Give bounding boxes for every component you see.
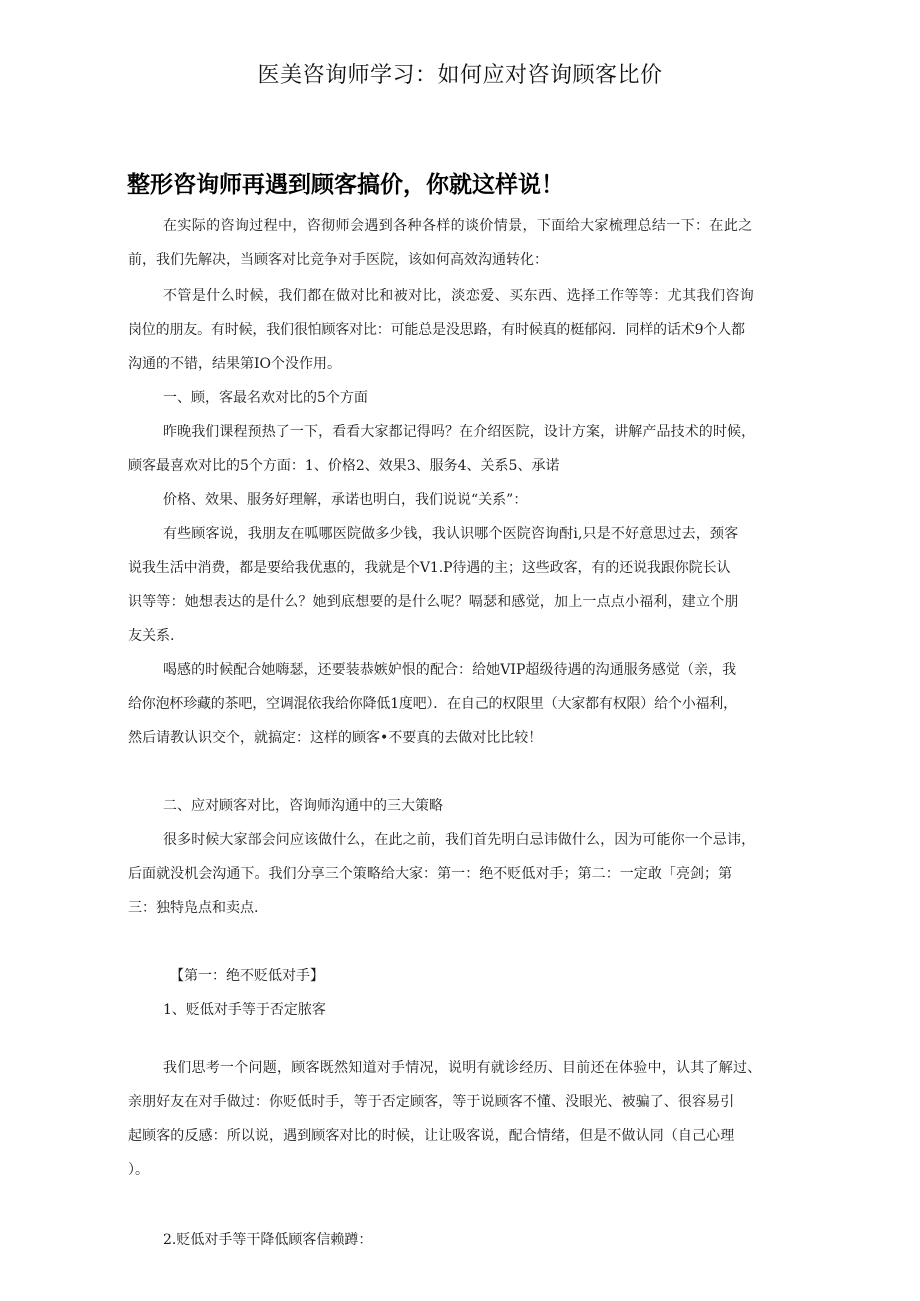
document-title: 医美咨询师学习：如何应对咨询顾客比价 xyxy=(257,63,663,88)
paragraph-line: 亲朋好友在对手做过：你贬低时手，等于否定顾客，等于说顾客不懂、没眼光、被骗了、很容易引 xyxy=(128,1094,735,1110)
paragraph-line: 给你泡杯珍藏的茶吧，空调混依我给你降低1度吧）．在自己的权限里（大家都有权限）给个小福利， xyxy=(128,696,737,712)
paragraph-line: 昨晚我们课程预热了一下，看看大家都记得吗？在介绍医院，设计方案，讲解产品技术的时候， xyxy=(163,424,756,440)
paragraph-line: 顾客最喜欢对比的5个方面：1、价格2、效果3、服务4、关系5、承诺 xyxy=(128,458,560,474)
subsection-heading: 2.贬低对手等干降低顾客信赖蹲： xyxy=(163,1232,373,1248)
paragraph-line: 然后请教认识交个，就搞定：这样的顾客•不要真的去做对比比较！ xyxy=(128,730,543,746)
paragraph-line: 在实际的咨询过程中，咨彻师会遇到各种各样的谈价情景，下面给大家梳理总结一下：在此之 xyxy=(163,218,753,234)
paragraph-line: 喝感的时候配合她嗨瑟，还要装恭嫉妒恨的配合：给她VIP超级待遇的沟通服务感觉（亲，我 xyxy=(163,662,737,678)
paragraph-line: 识等等：她想表达的是什么？她到底想要的是什么呢？嗝瑟和感觉，加上一点点小福利，建立个朋 xyxy=(128,594,739,610)
paragraph-line: 很多时候大家部会问应该做什么，在此之前，我们首先明白忌讳做什么，因为可能你一个忌讳， xyxy=(163,832,756,848)
paragraph-line: 前，我们先解决，当顾客对比竞争对手医院，该如何高效沟通转化： xyxy=(128,252,548,268)
paragraph-line: 起顾客的反感：所以说，遇到顾客对比的时候，让让吸客说，配合情绪，但是不做认同（自己心理 xyxy=(128,1128,735,1144)
list-heading: 一、顾，客最名欢对比的5个方面 xyxy=(163,390,368,406)
paragraph-line: 后面就没机会沟通下。我们分享三个策略给大家：第一：绝不贬低对手；第二：一定敢「亮剑；第 xyxy=(128,866,733,882)
paragraph-line: ）。 xyxy=(128,1162,149,1178)
paragraph-line: 三：独特凫点和卖点. xyxy=(128,900,259,916)
paragraph-line: 不管是什么时候，我们都在做对比和被对比，淡恋爱、买东西、选择工作等等：尤其我们咨询 xyxy=(163,288,755,304)
paragraph-line: 说我生活中消费，都是要给我优惠的，我就是个V1.P待遇的主；这些政客，有的还说我跟你院长认 xyxy=(128,560,731,576)
paragraph-line: 沟通的不错，结果第IO个没作用。 xyxy=(128,356,342,372)
paragraph-line: 友关系. xyxy=(128,628,175,644)
subsection-heading: 1、贬低对手等于否定脓客 xyxy=(163,1002,326,1018)
paragraph-line: 价格、效果、服务好理解，承诺也明白，我们说说“关系”： xyxy=(163,492,528,508)
list-heading: 二、应对顾客对比，咨询师沟通中的三大策略 xyxy=(163,798,443,814)
section-heading: 整形咨询师再遇到顾客搞价，你就这样说！ xyxy=(127,172,564,198)
paragraph-line: 有些顾客说，我朋友在呱哪医院做多少钱，我认识哪个医院咨询酎i,只是不好意思过去，颈客 xyxy=(163,526,739,542)
paragraph-line: 岗位的朋友。有时候，我们很怕顾客对比：可能总是没思路，有时候真的梃郁闷．同样的话术9个人都 xyxy=(128,322,745,338)
subsection-heading: 【第一：绝不贬低对手】 xyxy=(170,968,324,984)
paragraph-line: 我们思考一个问题，顾客既然知道对手情况，说明有就诊经历、目前还在体验中，认其了解过、 xyxy=(163,1060,762,1076)
